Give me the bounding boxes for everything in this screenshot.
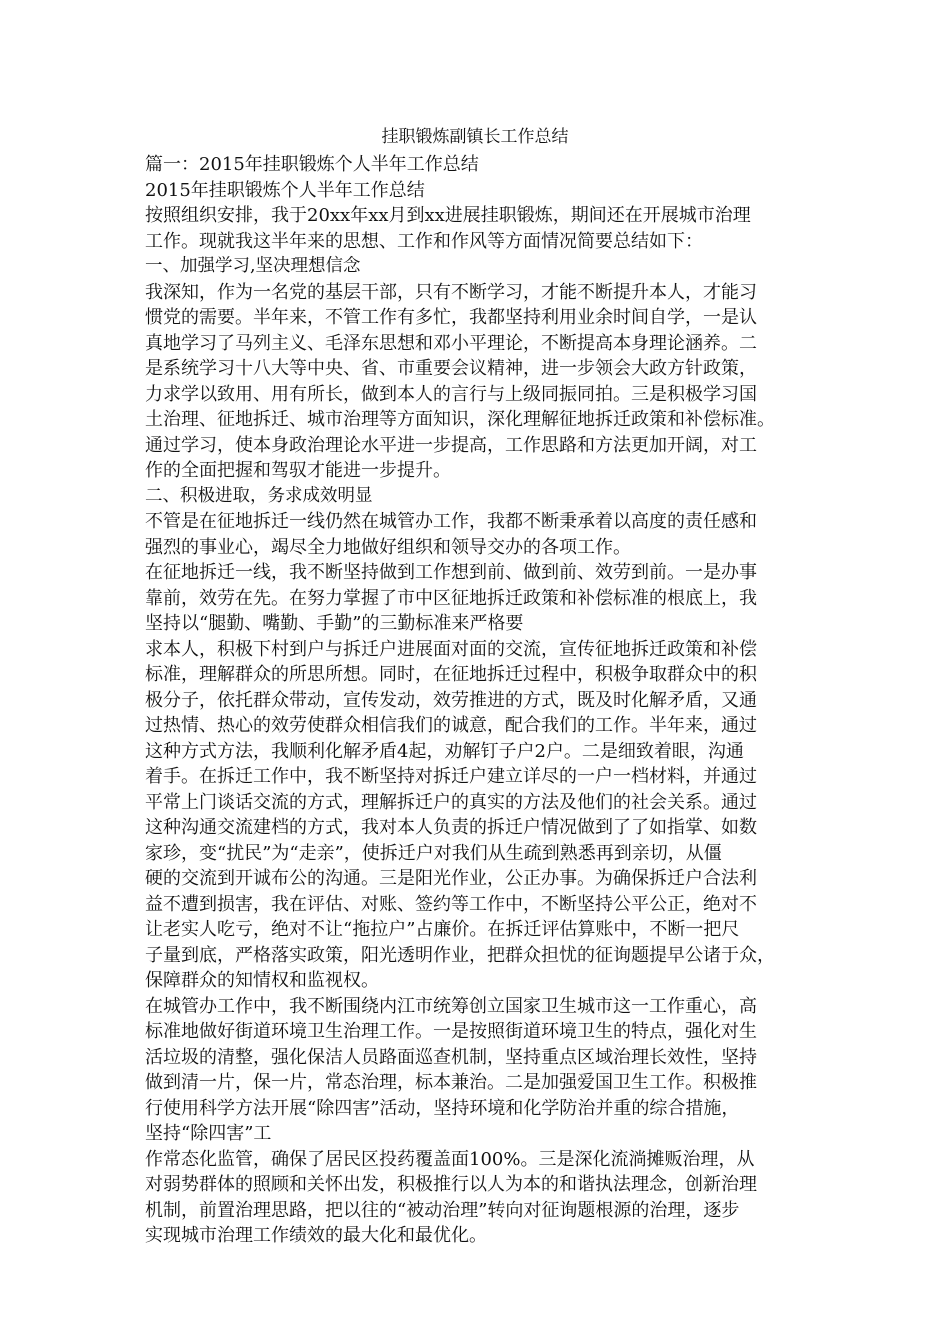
- document-body: [145, 152, 805, 1249]
- body-line: 机制，前置治理思路，把以往的“被动治理”转向对征询题根源的治理，逐步: [145, 1199, 740, 1221]
- body-line: 让老实人吃亏，绝对不让“拖拉户”占廉价。在拆迁评估算账中，不断一把尺: [145, 919, 740, 940]
- body-line: 着手。在拆迁工作中，我不断坚持对拆迁户建立详尽的一户一档材料，并通过: [145, 766, 757, 787]
- body-line: 子量到底，严格落实政策，阳光透明作业，把群众担忧的征询题提早公诸于众，: [145, 944, 775, 966]
- body-line: 过热情、热心的效劳使群众相信我们的诚意，配合我们的工作。半年来，通过: [145, 715, 757, 736]
- section-title: 篇一：2015年挂职锻炼个人半年工作总结: [145, 154, 479, 175]
- body-line: 标准地做好街道环境卫生治理工作。一是按照街道环境卫生的特点，强化对生: [145, 1021, 757, 1042]
- body-line: 益不遭到损害，我在评估、对账、签约等工作中，不断坚持公平公正，绝对不: [145, 893, 757, 915]
- body-line: 标准，理解群众的所思所想。同时，在征地拆迁过程中，积极争取群众中的积: [145, 664, 757, 685]
- document-page: [145, 122, 805, 1249]
- body-line: 极分子，依托群众带动，宣传发动，效劳推进的方式，既及时化解矛盾，又通: [145, 689, 757, 711]
- body-line: 做到清一片，保一片，常态治理，标本兼治。二是加强爱国卫生工作。积极推: [145, 1072, 757, 1093]
- body-line: 求本人，积极下村到户与拆迁户进展面对面的交流，宣传征地拆迁政策和补偿: [145, 638, 757, 660]
- document-title: 挂职锻炼副镇长工作总结: [381, 127, 569, 147]
- body-line: 实现城市治理工作绩效的最大化和最优化。: [145, 1225, 487, 1246]
- body-line: 在征地拆迁一线，我不断坚持做到工作想到前、做到前、效劳到前。一是办事: [145, 562, 757, 583]
- body-line: 惯党的需要。半年来，不管工作有多忙，我都坚持利用业余时间自学，一是认: [145, 307, 757, 328]
- body-line: 作常态化监管，确保了居民区投药覆盖面100%。三是深化流淌摊贩治理，从: [145, 1148, 755, 1170]
- body-line: 行使用科学方法开展“除四害”活动，坚持环境和化学防治并重的综合措施，: [145, 1097, 740, 1119]
- body-line: 土治理、征地拆迁、城市治理等方面知识，深化理解征地拆迁政策和补偿标准。: [145, 409, 775, 430]
- body-line: 坚持以“腿勤、嘴勤、手勤”的三勤标准来严格要: [145, 613, 524, 634]
- body-line: 硬的交流到开诚布公的沟通。三是阳光作业，公正办事。为确保拆迁户合法利: [145, 868, 757, 889]
- heading-1: 一、加强学习,坚决理想信念: [145, 256, 361, 276]
- body-line: 是系统学习十八大等中央、省、市重要会议精神，进一步领会大政方针政策，: [145, 358, 757, 379]
- body-line: 力求学以致用、用有所长，做到本人的言行与上级同振同拍。三是积极学习国: [145, 383, 757, 405]
- body-line: 通过学习，使本身政治理论水平进一步提高，工作思路和方法更加开阔，对工: [145, 434, 757, 456]
- body-line: 这种沟通交流建档的方式，我对本人负责的拆迁户情况做到了了如指掌、如数: [145, 817, 757, 838]
- body-line: 平常上门谈话交流的方式，理解拆迁户的真实的方法及他们的社会关系。通过: [145, 791, 757, 813]
- body-line: 这种方式方法，我顺利化解矛盾4起，劝解钉子户2户。二是细致着眼，沟通: [145, 740, 744, 762]
- body-line: 不管是在征地拆迁一线仍然在城管办工作，我都不断秉承着以高度的责任感和: [145, 511, 757, 532]
- body-line: 对弱势群体的照顾和关怀出发，积极推行以人为本的和谐执法理念，创新治理: [145, 1174, 757, 1195]
- body-line: 工作。现就我这半年来的思想、工作和作风等方面情况简要总结如下：: [145, 230, 703, 252]
- body-line: 家珍，变“扰民”为“走亲”，使拆迁户对我们从生疏到熟悉再到亲切，从僵: [145, 842, 722, 864]
- body-line: 在城管办工作中，我不断围绕内江市统筹创立国家卫生城市这一工作重心，高: [145, 995, 757, 1017]
- body-line: 按照组织安排，我于20xx年xx月到xx进展挂职锻炼，期间还在开展城市治理: [145, 205, 751, 226]
- body-line: 作的全面把握和驾驭才能进一步提升。: [145, 460, 451, 481]
- body-line: 靠前，效劳在先。在努力掌握了市中区征地拆迁政策和补偿标准的根底上，我: [145, 587, 757, 609]
- body-line: 强烈的事业心，竭尽全力地做好组织和领导交办的各项工作。: [145, 536, 631, 558]
- body-line: 活垃圾的清整，强化保洁人员路面巡查机制，坚持重点区域治理长效性，坚持: [145, 1046, 757, 1068]
- body-line: 我深知，作为一名党的基层干部，只有不断学习，才能不断提升本人，才能习: [145, 281, 757, 303]
- heading-2: 二、积极进取，务求成效明显: [145, 485, 373, 506]
- body-line: 真地学习了马列主义、毛泽东思想和邓小平理论，不断提高本身理论涵养。二: [145, 332, 757, 354]
- section-subtitle: 2015年挂职锻炼个人半年工作总结: [145, 179, 425, 201]
- body-line: 坚持“除四害”工: [145, 1123, 272, 1144]
- body-line: 保障群众的知情权和监视权。: [145, 970, 379, 991]
